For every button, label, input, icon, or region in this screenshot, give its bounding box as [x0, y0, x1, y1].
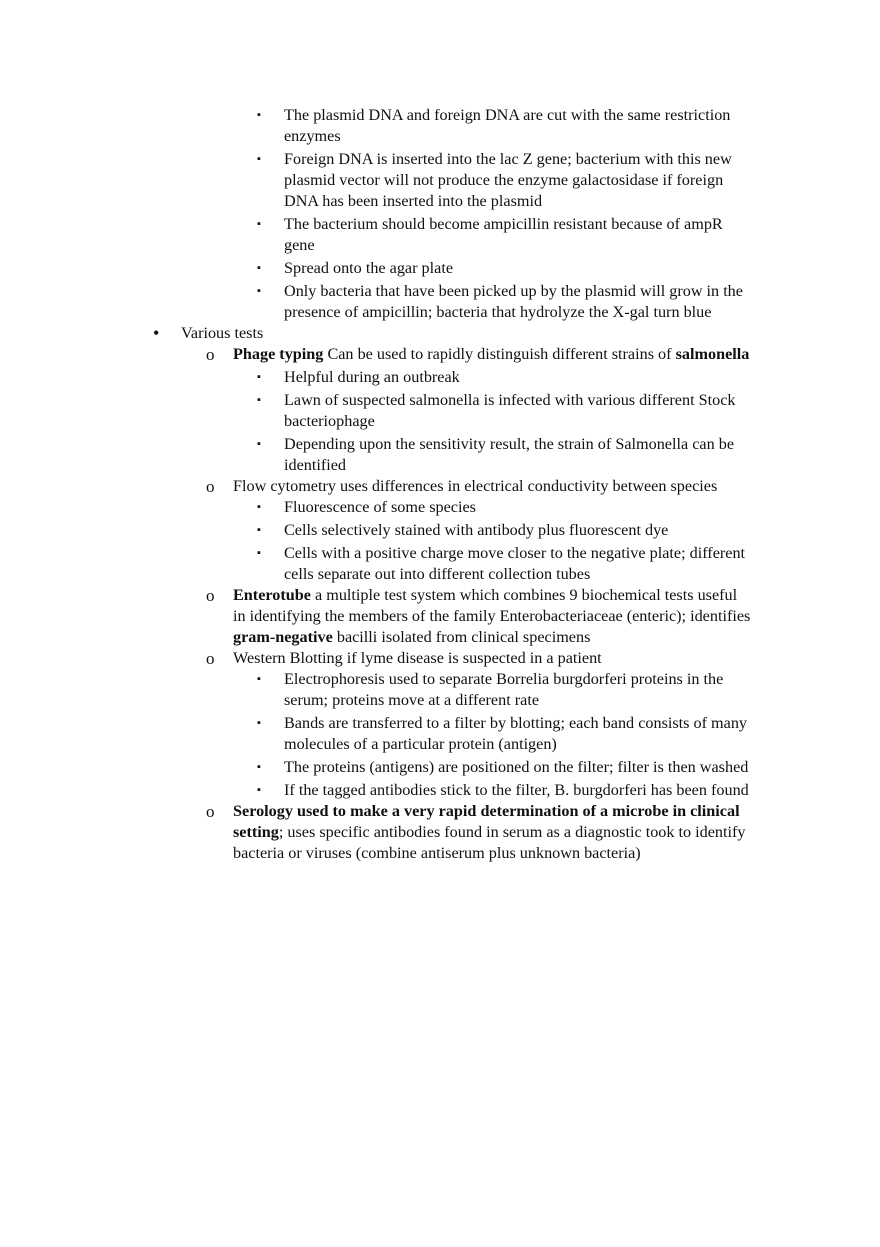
list-item: ▪ If the tagged antibodies stick to the filter, B. burgdorferi has been found: [257, 781, 749, 799]
western-blotting-item: o Western Blotting if lyme disease is suspected in a patient: [206, 649, 602, 668]
square-bullet-icon: ▪: [257, 371, 261, 383]
document-body: [0, 105, 880, 864]
circle-bullet-icon: o: [206, 802, 215, 821]
square-bullet-icon: ▪: [257, 547, 261, 559]
intro-list: [0, 105, 880, 323]
flow-cytometry-item: o Flow cytometry uses differences in electrical conductivity between species: [206, 477, 718, 496]
square-bullet-icon: ▪: [257, 285, 261, 297]
list-item: ▪ Fluorescence of some species: [257, 498, 476, 516]
list-item: ▪ Helpful during an outbreak: [257, 368, 460, 386]
list-item: ▪ Only bacteria that have been picked up by the plasmid will grow in the presence of ampicillin; bacteria that hydrolyze the X-gal turn blue: [257, 282, 743, 321]
list-item: ▪ Bands are transferred to a filter by blotting; each band consists of many molecules of a particular protein (antigen): [257, 714, 748, 753]
circle-bullet-icon: o: [206, 477, 215, 496]
phage-typing-item: o Phage typing Can be used to rapidly distinguish different strains of salmonella: [206, 345, 750, 364]
disc-bullet-icon: •: [153, 323, 160, 343]
list-item: ▪ Cells selectively stained with antibody plus fluorescent dye: [257, 521, 669, 539]
list-item: ▪ Electrophoresis used to separate Borrelia burgdorferi proteins in the serum; proteins move at a different rate: [257, 670, 724, 709]
list-item: ▪ Foreign DNA is inserted into the lac Z gene; bacterium with this new plasmid vector will not produce the enzyme galactosidase if foreign DNA has been inserted into the plasmid: [257, 150, 732, 210]
square-bullet-icon: ▪: [257, 524, 261, 536]
square-bullet-icon: ▪: [257, 109, 261, 121]
square-bullet-icon: ▪: [257, 717, 261, 729]
list-item: ▪ Lawn of suspected salmonella is infected with various different Stock bacteriophage: [257, 391, 736, 430]
square-bullet-icon: ▪: [257, 761, 261, 773]
circle-bullet-icon: o: [206, 586, 215, 605]
square-bullet-icon: ▪: [257, 784, 261, 796]
circle-bullet-icon: o: [206, 345, 215, 364]
various-tests-heading: • Various tests: [153, 323, 264, 343]
list-item: ▪ The bacterium should become ampicillin resistant because of ampR gene: [257, 215, 723, 254]
square-bullet-icon: ▪: [257, 218, 261, 230]
square-bullet-icon: ▪: [257, 394, 261, 406]
circle-bullet-icon: o: [206, 649, 215, 668]
square-bullet-icon: ▪: [257, 153, 261, 165]
list-item: ▪ The plasmid DNA and foreign DNA are cut with the same restriction enzymes: [257, 106, 731, 145]
list-item: ▪ Cells with a positive charge move closer to the negative plate; different cells separate out into different collection tubes: [257, 544, 746, 583]
square-bullet-icon: ▪: [257, 438, 261, 450]
list-item: ▪ The proteins (antigens) are positioned on the filter; filter is then washed: [257, 758, 749, 776]
square-bullet-icon: ▪: [257, 262, 261, 274]
serology-item: o Serology used to make a very rapid determination of a microbe in clinical setting; uses specific antibodies found in serum as a diagnostic took to identify bacteria or viruses (combine antiserum plus unknown bacteria): [206, 802, 746, 862]
square-bullet-icon: ▪: [257, 501, 261, 513]
list-item: ▪ Depending upon the sensitivity result, the strain of Salmonella can be identified: [257, 435, 735, 474]
enterotube-item: o Enterotube a multiple test system which combines 9 biochemical tests useful in identifying the members of the family Enterobacteriaceae (enteric); identifies gram-negative bacilli isolated from clinical specimens: [206, 586, 751, 646]
various-tests-list: [0, 323, 880, 864]
square-bullet-icon: ▪: [257, 673, 261, 685]
list-item: ▪ Spread onto the agar plate: [257, 259, 454, 277]
